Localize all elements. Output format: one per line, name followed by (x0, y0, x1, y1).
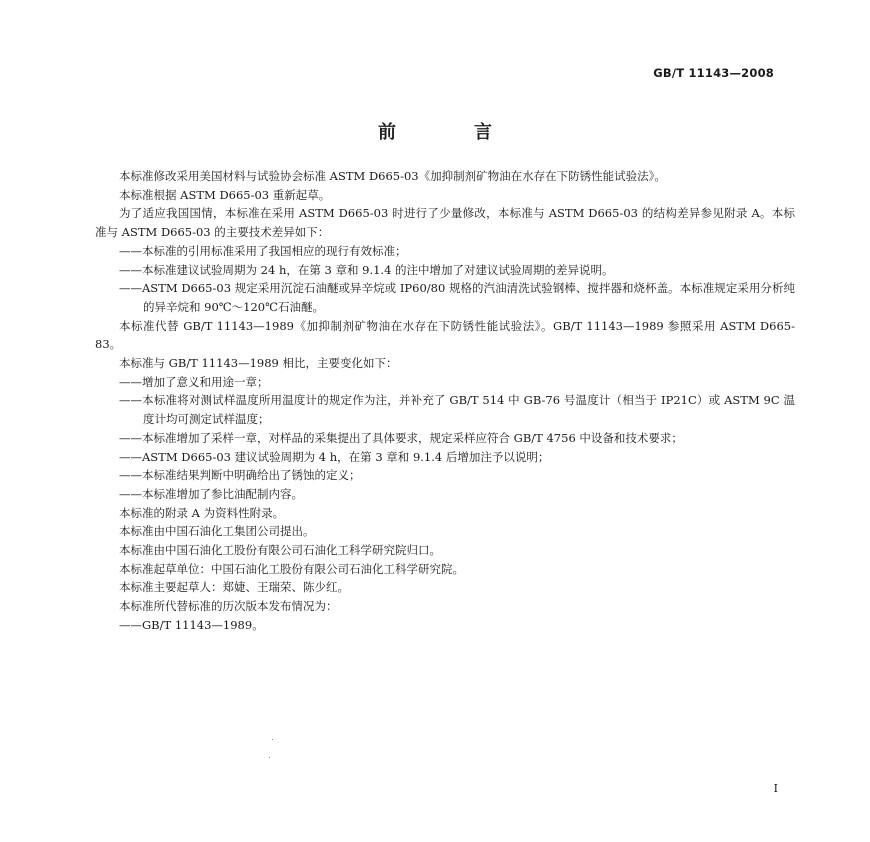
list-item: ——本标准结果判断中明确给出了锈蚀的定义； (119, 468, 361, 483)
paragraph: 本标准修改采用美国材料与试验协会标准 ASTM D665-03《加抑制剂矿物油在水存在下防锈性能试验法》。 (119, 169, 666, 183)
paragraph: 本标准起草单位：中国石油化工股份有限公司石油化工科学研究院。 (119, 561, 464, 576)
paragraph: 本标准代替 GB/T 11143—1989《加抑制剂矿物油在水存在下防锈性能试验法》。GB/T 11143—1989 参照采用 ASTM D665-83。 (95, 318, 795, 352)
list-item: ——ASTM D665-03 建议试验周期为 4 h，在第 3 章和 9.1.4 后增加注予以说明； (119, 449, 550, 464)
standard-code: GB/T 11143—2008 (653, 66, 774, 80)
scan-speck (272, 739, 273, 740)
paragraph: 本标准由中国石油化工集团公司提出。 (119, 524, 315, 539)
paragraph: 本标准主要起草人：郑婕、王瑞荣、陈少红。 (119, 580, 349, 595)
paragraph: 为了适应我国国情，本标准在采用 ASTM D665-03 时进行了少量修改，本标准与 ASTM D665-03 的结构差异参见附录 A。本标准与 ASTM D665-03 的主要技术差异如下： (95, 206, 795, 240)
foreword-body (95, 167, 795, 635)
list-item: ——本标准的引用标准采用了我国相应的现行有效标准； (119, 243, 407, 258)
list-item: ——本标准将对测试样温度所用温度计的规定作为注，并补充了 GB/T 514 中 GB-76 号温度计（相当于 IP21C）或 ASTM 9C 温度计均可测定试样温度； (119, 393, 795, 427)
paragraph: 本标准与 GB/T 11143—1989 相比，主要变化如下： (119, 356, 398, 371)
paragraph: 本标准所代替标准的历次版本发布情况为： (119, 599, 338, 614)
list-item: ——本标准增加了参比油配制内容。 (119, 486, 303, 501)
list-item: ——ASTM D665-03 规定采用沉淀石油醚或异辛烷或 IP60/80 规格的汽油清洗试验钢棒、搅拌器和烧杯盖。本标准规定采用分析纯的异辛烷和 90℃～120℃石油醚。 (119, 281, 795, 314)
list-item: ——GB/T 11143—1989。 (119, 617, 264, 632)
page-title: 前 言 (378, 122, 522, 143)
paragraph: 本标准根据 ASTM D665-03 重新起草。 (119, 187, 331, 202)
list-item: ——本标准增加了采样一章，对样品的采集提出了具体要求，规定采样应符合 GB/T 4756 中设备和技术要求； (119, 430, 683, 445)
paragraph: 本标准由中国石油化工股份有限公司石油化工科学研究院归口。 (119, 543, 441, 558)
page-number: I (773, 782, 778, 795)
paragraph: 本标准的附录 A 为资料性附录。 (119, 505, 285, 520)
scan-speck (269, 757, 270, 758)
list-item: ——增加了意义和用途一章； (119, 374, 269, 389)
list-item: ——本标准建议试验周期为 24 h，在第 3 章和 9.1.4 的注中增加了对建议试验周期的差异说明。 (119, 262, 614, 277)
